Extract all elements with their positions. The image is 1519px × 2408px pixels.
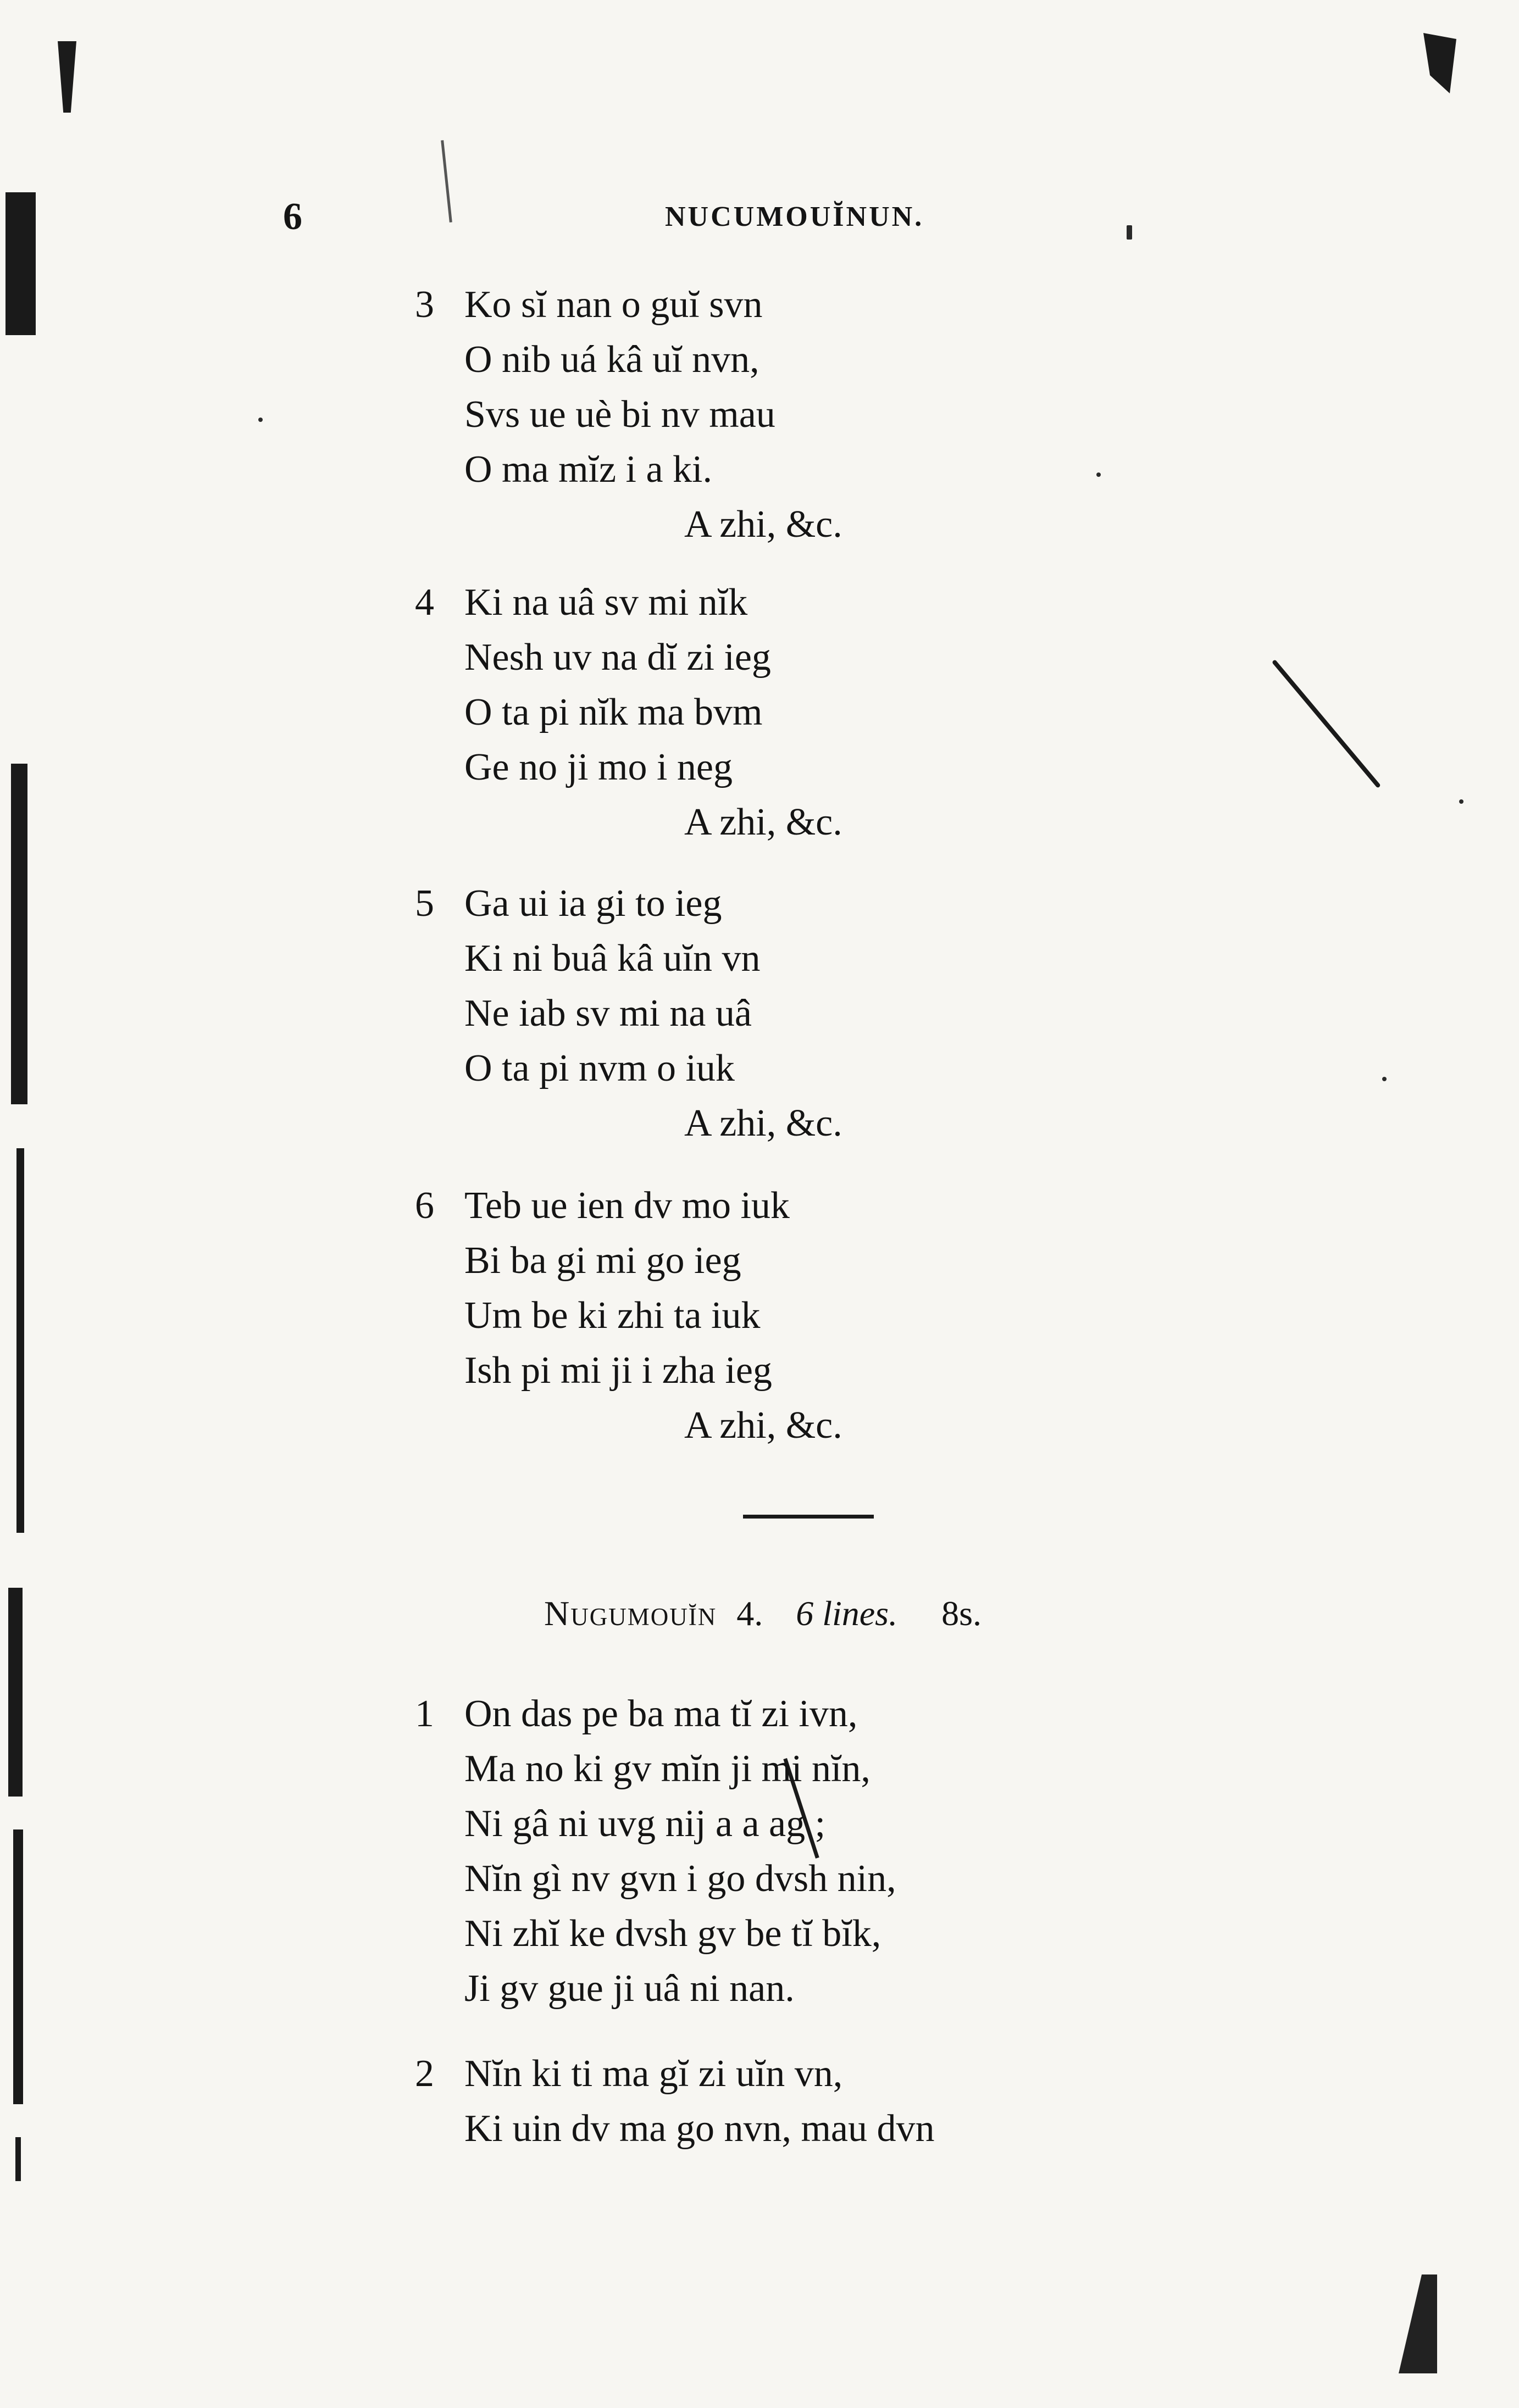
hymn-meter: 8s. [941, 1594, 982, 1633]
hymn-title: Nugumouĭn [544, 1594, 717, 1633]
binding-edge [0, 181, 38, 2324]
verse-5 [415, 876, 1129, 1151]
page-number: 6 [283, 196, 302, 238]
verse-number: 1 [415, 1693, 434, 1735]
verse-line: 6 Teb ue ien dv mo iuk [415, 1178, 1129, 1233]
verse-line: Ge no ji mo i neg [464, 746, 733, 788]
verse-6 [415, 1178, 1129, 1453]
hymn-verse-1 [415, 1687, 1129, 2016]
verse-line: 2 Nĭn ki ti ma gĭ zi uĭn vn, [415, 2046, 1129, 2101]
verse-line: Ma no ki gv mĭn ji mi nĭn, [464, 1748, 871, 1790]
verse-line: Ni zhĭ ke dvsh gv be tĭ bĭk, [464, 1912, 882, 1955]
verse-number: 4 [415, 581, 434, 624]
hymn-verse-2 [415, 2046, 1129, 2156]
verse-line: Ji gv gue ji uâ ni nan. [464, 1967, 795, 2010]
hymn-line-count: 6 lines. [796, 1594, 898, 1633]
verse-line: O nib uá kâ uĭ nvn, [464, 338, 760, 381]
verse-line: 3 Ko sĭ nan o guĭ svn [415, 277, 1129, 332]
verse-number: 2 [415, 2053, 434, 2095]
pencil-mark [441, 140, 452, 223]
scan-smudge [58, 41, 76, 113]
section-divider [743, 1515, 874, 1519]
chorus-refrain: A zhi, &c. [684, 801, 842, 843]
verse-line: Bi ba gi mi go ieg [464, 1239, 741, 1282]
verse-4 [415, 575, 1129, 850]
verse-line: Ni gâ ni uvg nij a a ag ; [464, 1803, 826, 1845]
verse-line: Ish pi mi ji i zha ieg [464, 1349, 772, 1392]
verse-line: O ta pi nĭk ma bvm [464, 691, 763, 733]
verse-3 [415, 277, 1129, 552]
chorus-refrain: A zhi, &c. [684, 1404, 842, 1447]
verse-line: O ta pi nvm o iuk [464, 1047, 735, 1089]
verse-line: Ki uin dv ma go nvn, mau dvn [464, 2107, 935, 2150]
verse-line: 4 Ki na uâ sv mi nĭk [415, 575, 1129, 630]
verse-line: O ma mĭz i a ki. [464, 448, 713, 491]
scan-smudge [1423, 33, 1456, 93]
hymn-heading [544, 1593, 982, 1634]
pencil-mark [1272, 659, 1381, 788]
verse-number: 6 [415, 1184, 434, 1227]
verse-line: Nesh uv na dĭ zi ieg [464, 636, 771, 679]
verse-number: 3 [415, 283, 434, 326]
verse-line: Ne iab sv mi na uâ [464, 992, 752, 1035]
verse-line: 5 Ga ui ia gi to ieg [415, 876, 1129, 931]
verse-number: 5 [415, 882, 434, 925]
verse-line: Ki ni buâ kâ uĭn vn [464, 937, 761, 980]
chorus-refrain: A zhi, &c. [684, 503, 842, 546]
scan-smudge [1399, 2274, 1437, 2373]
running-title: NUCUMOUĬNUN. [665, 201, 924, 232]
verse-line: Nĭn gì nv gvn i go dvsh nin, [464, 1858, 896, 1900]
verse-line: Svs ue uè bi nv mau [464, 393, 775, 436]
verse-line: Um be ki zhi ta iuk [464, 1294, 761, 1337]
verse-line: 1 On das pe ba ma tĭ zi ivn, [415, 1687, 1129, 1742]
hymn-number: 4. [736, 1594, 763, 1633]
chorus-refrain: A zhi, &c. [684, 1102, 842, 1144]
